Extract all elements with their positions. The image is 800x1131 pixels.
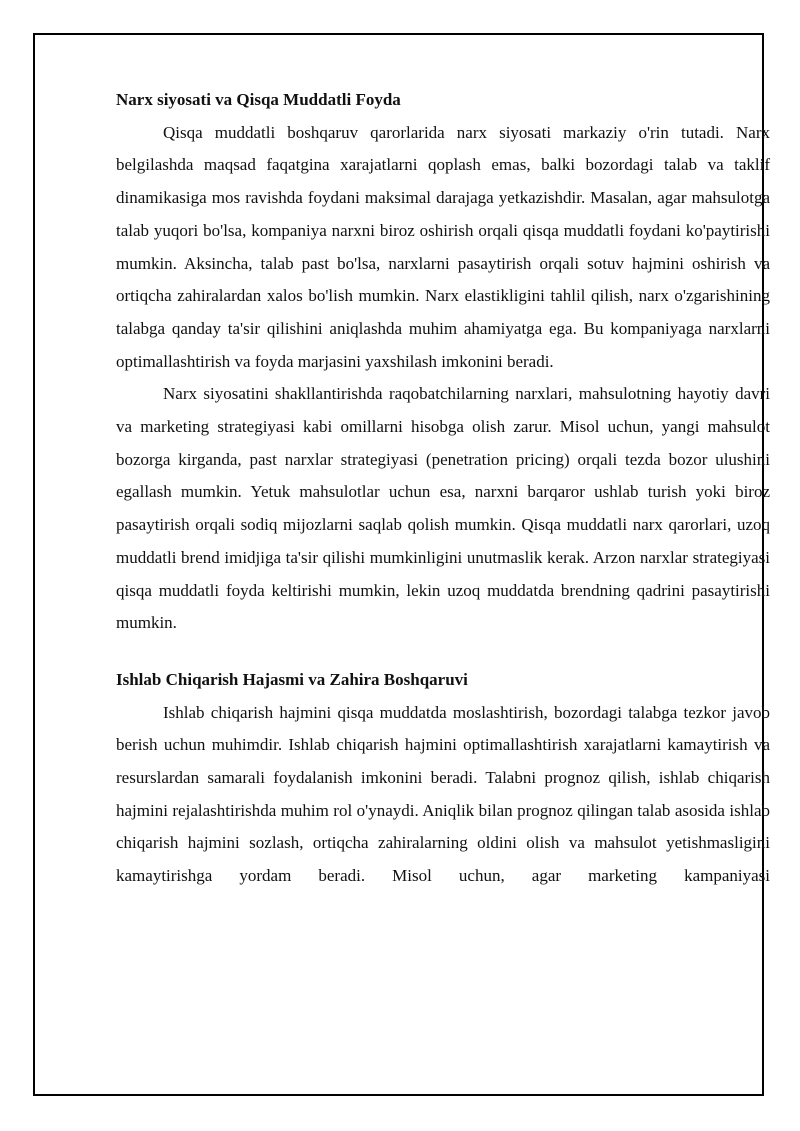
section-heading-production: Ishlab Chiqarish Hajasmi va Zahira Boshqaruvi xyxy=(116,669,468,689)
paragraph-pricing-2: Narx siyosatini shakllantirishda raqobatchilarning narxlari, mahsulotning hayotiy davri va marketing strategiyasi kabi omillarni hisobga olish zarur. Misol uchun, yangi mahsulot bozorga kirganda, past narxlar strategiyasi (penetration pricing) orqali tezda bozor ulushini egallash mumkin. Yetuk mahsulotlar uchun esa, narxni barqaror ushlab turish yoki biroz pasaytirish orqali sodiq mijozlarni saqlab qolish mumkin. Qisqa muddatli narx qarorlari, uzoq muddatli brend imidjiga ta'sir qilishi mumkinligini unutmaslik kerak. Arzon narxlar strategiyasi qisqa muddatli foyda keltirishi mumkin, lekin uzoq muddatda brendning qadrini pasaytirishi mumkin. xyxy=(116,384,770,633)
document-body xyxy=(116,84,770,893)
paragraph-pricing-1: Qisqa muddatli boshqaruv qarorlarida narx siyosati markaziy o'rin tutadi. Narx belgilashda maqsad faqatgina xarajatlarni qoplash emas, balki bozordagi talab va taklif dinamikasiga mos ravishda foydani maksimal darajaga yetkazishdir. Masalan, agar mahsulotga talab yuqori bo'lsa, kompaniya narxni biroz oshirish orqali qisqa muddatli foydani ko'paytirishi mumkin. Aksincha, talab past bo'lsa, narxlarni pasaytirish orqali sotuv hajmini oshirish va ortiqcha zahiralardan xalos bo'lish mumkin. Narx elastikligini tahlil qilish, narx o'zgarishining talabga qanday ta'sir qilishini aniqlashda muhim ahamiyatga ega. Bu kompaniyaga narxlarni optimallashtirish va foyda marjasini yaxshilash imkonini beradi. xyxy=(116,122,770,371)
paragraph-production-1: Ishlab chiqarish hajmini qisqa muddatda moslashtirish, bozordagi talabga tezkor javob berish uchun muhimdir. Ishlab chiqarish hajmini optimallashtirish xarajatlarni kamaytirish va resurslardan samarali foydalanish imkonini beradi. Talabni prognoz qilish, ishlab chiqarish hajmini rejalashtirishda muhim rol o'ynaydi. Aniqlik bilan prognoz qilingan talab asosida ishlab chiqarish hajmini sozlash, ortiqcha zahiralarning oldini olish va mahsulot yetishmasligini kamaytirishga yordam beradi. Misol uchun, agar marketing kampaniyasi xyxy=(116,702,770,886)
section-heading-pricing: Narx siyosati va Qisqa Muddatli Foyda xyxy=(116,90,401,109)
